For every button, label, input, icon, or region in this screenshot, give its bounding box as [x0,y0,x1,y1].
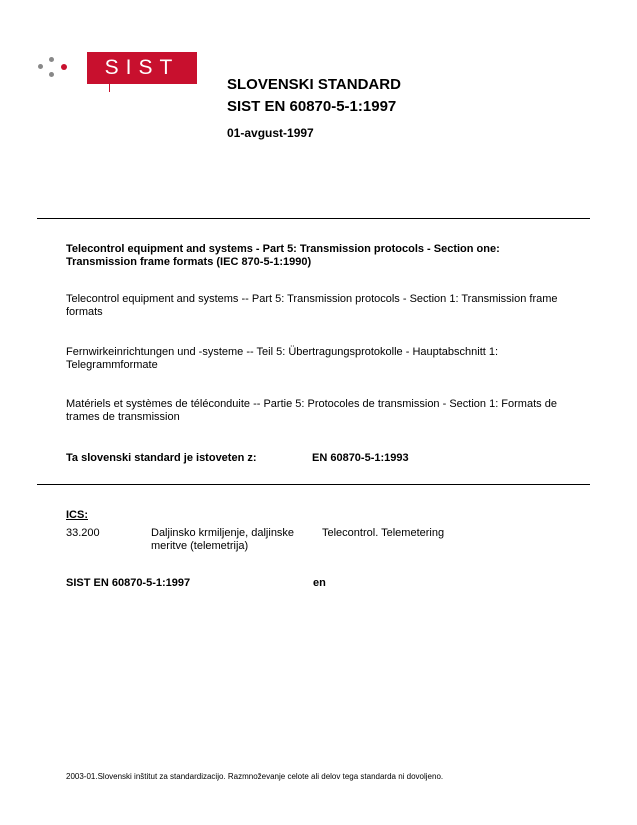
logo-dot-icon [61,64,67,70]
divider-bottom [37,484,590,485]
title-main-en: Telecontrol equipment and systems - Part 5: Transmission protocols - Section one: Transmission frame formats (IEC 870-5-1:1990) [66,243,500,268]
footer-language: en [313,577,326,589]
identical-label: Ta slovenski standard je istoveten z: [66,452,257,464]
standard-date: 01-avgust-1997 [227,126,314,140]
logo-line [109,84,110,92]
standard-number: SIST EN 60870-5-1:1997 [227,98,397,115]
ics-heading: ICS: [66,509,88,521]
logo-dot-icon [38,64,43,69]
ics-code: 33.200 [66,527,100,539]
divider-top [37,218,590,219]
title-fr: Matériels et systèmes de téléconduite -- Partie 5: Protocoles de transmission - Section 1: Formats de trames de transmission [66,398,557,423]
copyright-notice: 2003-01.Slovenski inštitut za standardizacijo. Razmnoževanje celote ali delov tega standarda ni dovoljeno. [66,772,444,781]
logo-dot-icon [49,57,54,62]
standard-label: SLOVENSKI STANDARD [227,76,401,93]
title-en: Telecontrol equipment and systems -- Part 5: Transmission protocols - Section 1: Transmission frame formats [66,293,558,318]
logo-text: SIST [104,56,180,79]
logo-dot-icon [49,72,54,77]
title-de: Fernwirkeinrichtungen und -systeme -- Teil 5: Übertragungsprotokolle - Hauptabschnitt 1: Telegrammformate [66,346,499,371]
footer-standard: SIST EN 60870-5-1:1997 [66,577,191,589]
ics-description-en: Telecontrol. Telemetering [322,527,445,539]
ics-description-sl: Daljinsko krmiljenje, daljinske meritve (telemetrija) [151,527,295,552]
sist-logo [35,52,180,92]
identical-value: EN 60870-5-1:1993 [312,452,409,464]
